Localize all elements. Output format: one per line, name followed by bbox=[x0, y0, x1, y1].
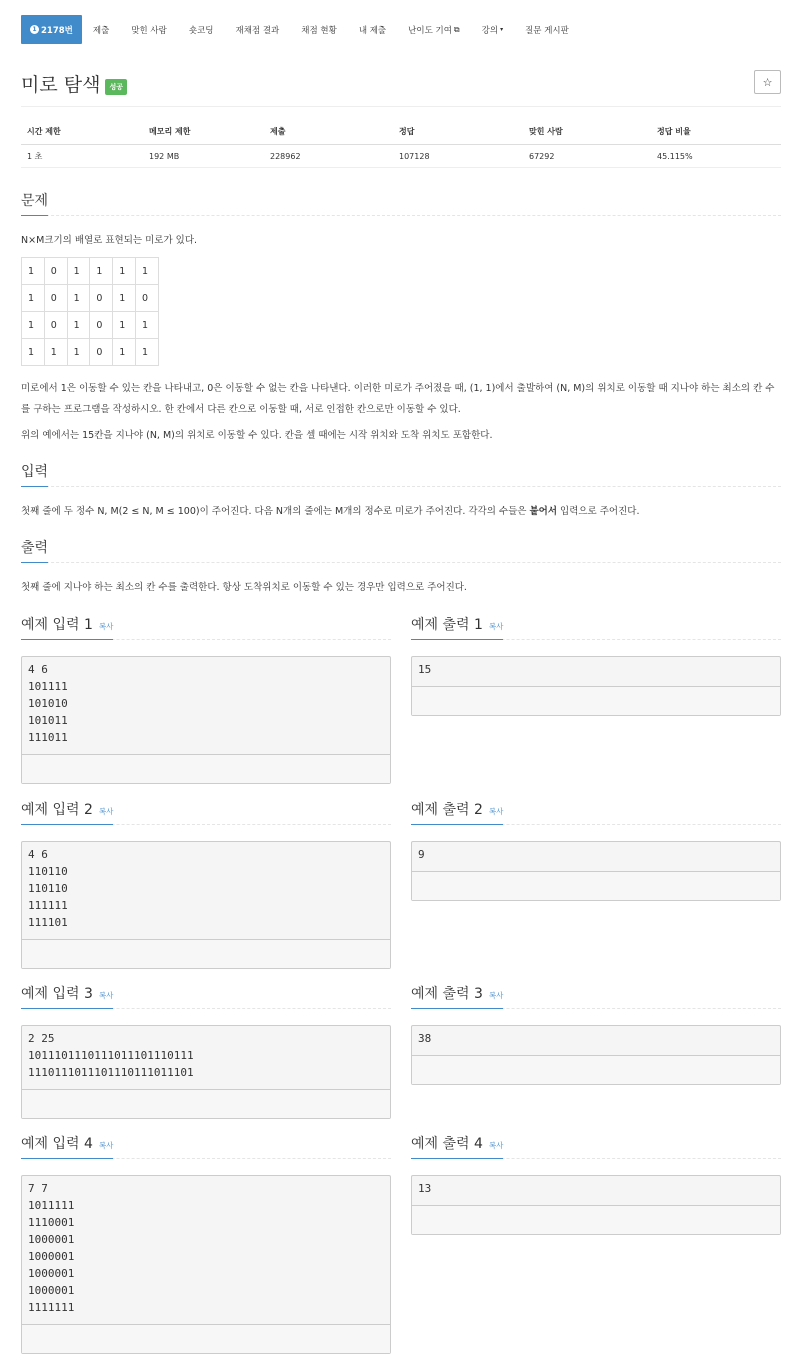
nav-item-label: 재채점 결과 bbox=[235, 25, 280, 36]
sample-code: 2 25 1011101110111011101110111 1110111011101110111011101 bbox=[28, 1032, 194, 1079]
sample-output-3 bbox=[411, 983, 781, 1085]
copy-link[interactable]: 복사 bbox=[488, 622, 504, 631]
info-header: 정답 bbox=[393, 120, 523, 145]
input-description bbox=[21, 501, 783, 522]
maze-cell: 1 bbox=[113, 258, 136, 285]
sample-code: 9 bbox=[418, 848, 425, 861]
sample-title: 예제 출력 2 bbox=[411, 802, 483, 818]
caret-down-icon: ▾ bbox=[500, 26, 504, 33]
sample-code: 4 6 110110 110110 111111 111101 bbox=[28, 848, 68, 929]
sample-heading bbox=[411, 614, 503, 640]
problem-intro: N×M크기의 배열로 표현되는 미로가 있다. bbox=[21, 235, 198, 246]
nav-item-label: 채점 현황 bbox=[301, 25, 337, 36]
maze-cell: 1 bbox=[22, 285, 45, 312]
maze-cell: 1 bbox=[135, 312, 158, 339]
nav-item-label: 맞힌 사람 bbox=[131, 25, 167, 36]
maze-cell: 1 bbox=[135, 258, 158, 285]
table-row bbox=[22, 258, 159, 285]
sample-code: 38 bbox=[418, 1032, 432, 1045]
nav-item-submit[interactable] bbox=[82, 15, 120, 44]
sample-heading bbox=[411, 799, 503, 825]
copy-link[interactable]: 복사 bbox=[488, 807, 504, 816]
maze-cell: 1 bbox=[113, 285, 136, 312]
info-value: 192 MB bbox=[143, 145, 264, 168]
output-description: 첫째 줄에 지나야 하는 최소의 칸 수를 출력한다. 항상 도착위치로 이동할 수 있는 경우만 입력으로 주어진다. bbox=[21, 582, 467, 593]
input-text-bold: 붙어서 bbox=[529, 506, 557, 517]
info-value: 1 초 bbox=[21, 145, 143, 168]
maze-cell: 0 bbox=[44, 258, 67, 285]
code-block-footer bbox=[22, 754, 390, 783]
copy-link[interactable]: 복사 bbox=[98, 807, 114, 816]
nav-item-label: 제출 bbox=[92, 25, 110, 36]
sample-title: 예제 입력 4 bbox=[21, 1136, 93, 1152]
sample-heading bbox=[21, 983, 113, 1009]
nav-item-problem[interactable] bbox=[21, 15, 82, 44]
sample-title: 예제 입력 1 bbox=[21, 617, 93, 633]
title-row bbox=[21, 70, 127, 97]
nav-item-label: 2178번 bbox=[41, 25, 73, 36]
problem-description: 미로에서 1은 이동할 수 있는 칸을 나타내고, 0은 이동할 수 없는 칸을 나타낸다. 이러한 미로가 주어졌을 때, (1, 1)에서 출발하여 (N, M)의 위치로 이동할 때 지나야 하는 최소의 칸 수를 구하는 프로그램을 작성하시오. 한 칸에서 다른 칸으로 이동할 때, 서로 인접한 칸으로만 이동할 수 있다. bbox=[21, 383, 775, 415]
input-text: 첫째 줄에 두 정수 N, M(2 ≤ N, M ≤ 100)이 주어진다. 다음 N개의 줄에는 M개의 정수로 미로가 주어진다. 각각의 수들은 bbox=[21, 506, 530, 517]
problem-info-table bbox=[21, 120, 781, 168]
sample-heading bbox=[411, 1133, 503, 1159]
trophy-icon: 1 bbox=[30, 25, 39, 34]
sample-code: 7 7 1011111 1110001 1000001 1000001 1000001 1000001 1111111 bbox=[28, 1182, 75, 1314]
section-input bbox=[21, 461, 781, 487]
maze-cell: 1 bbox=[67, 312, 90, 339]
code-block-footer bbox=[22, 939, 390, 968]
maze-cell: 0 bbox=[44, 285, 67, 312]
sample-code-block[interactable] bbox=[411, 656, 781, 716]
sample-output-2 bbox=[411, 799, 781, 901]
nav-item-label: 숏코딩 bbox=[188, 25, 214, 36]
info-header: 맞힌 사람 bbox=[523, 120, 651, 145]
table-row bbox=[22, 312, 159, 339]
star-button[interactable] bbox=[754, 70, 781, 94]
maze-cell: 1 bbox=[67, 258, 90, 285]
section-heading: 입력 bbox=[21, 461, 48, 487]
info-value: 107128 bbox=[393, 145, 523, 168]
maze-cell: 1 bbox=[22, 339, 45, 366]
sample-code-block[interactable] bbox=[411, 1175, 781, 1235]
nav-item-difficulty[interactable] bbox=[397, 15, 470, 44]
maze-example-table bbox=[21, 257, 159, 366]
sample-code-block[interactable] bbox=[21, 656, 391, 784]
copy-link[interactable]: 복사 bbox=[488, 1141, 504, 1150]
nav-item-lectures[interactable] bbox=[471, 15, 514, 44]
status-badge: 성공 bbox=[105, 79, 127, 95]
divider bbox=[21, 106, 781, 107]
maze-cell: 0 bbox=[135, 285, 158, 312]
maze-cell: 0 bbox=[90, 285, 113, 312]
section-output bbox=[21, 537, 781, 563]
page-title: 미로 탐색 bbox=[21, 74, 101, 96]
section-heading: 문제 bbox=[21, 190, 48, 216]
copy-link[interactable]: 복사 bbox=[98, 991, 114, 1000]
divider bbox=[21, 215, 781, 216]
code-block-footer bbox=[22, 1089, 390, 1118]
divider bbox=[21, 486, 781, 487]
divider bbox=[21, 562, 781, 563]
maze-cell: 0 bbox=[44, 312, 67, 339]
sample-heading bbox=[21, 1133, 113, 1159]
info-header: 정답 비율 bbox=[651, 120, 781, 145]
info-value: 45.115% bbox=[651, 145, 781, 168]
code-block-footer bbox=[412, 1055, 780, 1084]
code-block-footer bbox=[412, 871, 780, 900]
sample-output-4 bbox=[411, 1133, 781, 1235]
problem-description: 위의 예에서는 15칸을 지나야 (N, M)의 위치로 이동할 수 있다. 칸을 셀 때에는 시작 위치와 도착 위치도 포함한다. bbox=[21, 430, 493, 441]
sample-code-block[interactable] bbox=[21, 1175, 391, 1354]
sample-code: 13 bbox=[418, 1182, 432, 1195]
nav-item-solvers[interactable] bbox=[120, 15, 178, 44]
nav-item-status[interactable] bbox=[290, 15, 348, 44]
sample-output-1 bbox=[411, 614, 781, 716]
maze-cell: 1 bbox=[90, 258, 113, 285]
nav-item-label: 강의 bbox=[481, 25, 499, 36]
sample-code-block[interactable] bbox=[21, 1025, 391, 1119]
maze-cell: 1 bbox=[113, 339, 136, 366]
sample-input-1 bbox=[21, 614, 391, 784]
nav-item-label: 질문 게시판 bbox=[525, 25, 569, 36]
external-link-icon: ⧉ bbox=[453, 24, 460, 34]
copy-link[interactable]: 복사 bbox=[488, 991, 504, 1000]
sample-code-block[interactable] bbox=[411, 841, 781, 901]
sample-code-block[interactable] bbox=[21, 841, 391, 969]
maze-cell: 1 bbox=[135, 339, 158, 366]
maze-cell: 1 bbox=[44, 339, 67, 366]
sample-heading bbox=[21, 614, 113, 640]
maze-cell: 1 bbox=[22, 258, 45, 285]
sample-heading bbox=[411, 983, 503, 1009]
section-heading: 출력 bbox=[21, 537, 48, 563]
sample-code-block[interactable] bbox=[411, 1025, 781, 1085]
maze-cell: 0 bbox=[90, 339, 113, 366]
nav-item-label: 내 제출 bbox=[358, 25, 387, 36]
sample-code: 15 bbox=[418, 663, 432, 676]
nav-item-qna-board[interactable] bbox=[514, 15, 580, 44]
sample-code: 4 6 101111 101010 101011 111011 bbox=[28, 663, 68, 744]
section-problem bbox=[21, 190, 781, 216]
input-text: 입력으로 주어진다. bbox=[557, 506, 640, 517]
table-row bbox=[22, 339, 159, 366]
maze-cell: 1 bbox=[113, 312, 136, 339]
sample-title: 예제 입력 2 bbox=[21, 802, 93, 818]
sample-title: 예제 출력 4 bbox=[411, 1136, 483, 1152]
maze-cell: 1 bbox=[22, 312, 45, 339]
maze-cell: 1 bbox=[67, 285, 90, 312]
info-header: 메모리 제한 bbox=[143, 120, 264, 145]
problem-nav bbox=[21, 15, 580, 44]
sample-title: 예제 출력 3 bbox=[411, 986, 483, 1002]
star-icon: ☆ bbox=[762, 75, 773, 89]
sample-input-2 bbox=[21, 799, 391, 969]
table-row bbox=[22, 285, 159, 312]
nav-item-short-coding[interactable] bbox=[178, 15, 225, 44]
nav-item-rejudge-results[interactable] bbox=[225, 15, 291, 44]
sample-title: 예제 출력 1 bbox=[411, 617, 483, 633]
code-block-footer bbox=[412, 686, 780, 715]
info-header: 시간 제한 bbox=[21, 120, 143, 145]
code-block-footer bbox=[22, 1324, 390, 1353]
nav-item-my-submissions[interactable] bbox=[348, 15, 397, 44]
sample-input-3 bbox=[21, 983, 391, 1119]
info-header: 제출 bbox=[264, 120, 393, 145]
code-block-footer bbox=[412, 1205, 780, 1234]
sample-heading bbox=[21, 799, 113, 825]
copy-link[interactable]: 복사 bbox=[98, 622, 114, 631]
info-value: 67292 bbox=[523, 145, 651, 168]
maze-cell: 1 bbox=[67, 339, 90, 366]
info-value: 228962 bbox=[264, 145, 393, 168]
maze-cell: 0 bbox=[90, 312, 113, 339]
copy-link[interactable]: 복사 bbox=[98, 1141, 114, 1150]
sample-input-4 bbox=[21, 1133, 391, 1354]
sample-title: 예제 입력 3 bbox=[21, 986, 93, 1002]
nav-item-label: 난이도 기여 bbox=[408, 25, 452, 36]
